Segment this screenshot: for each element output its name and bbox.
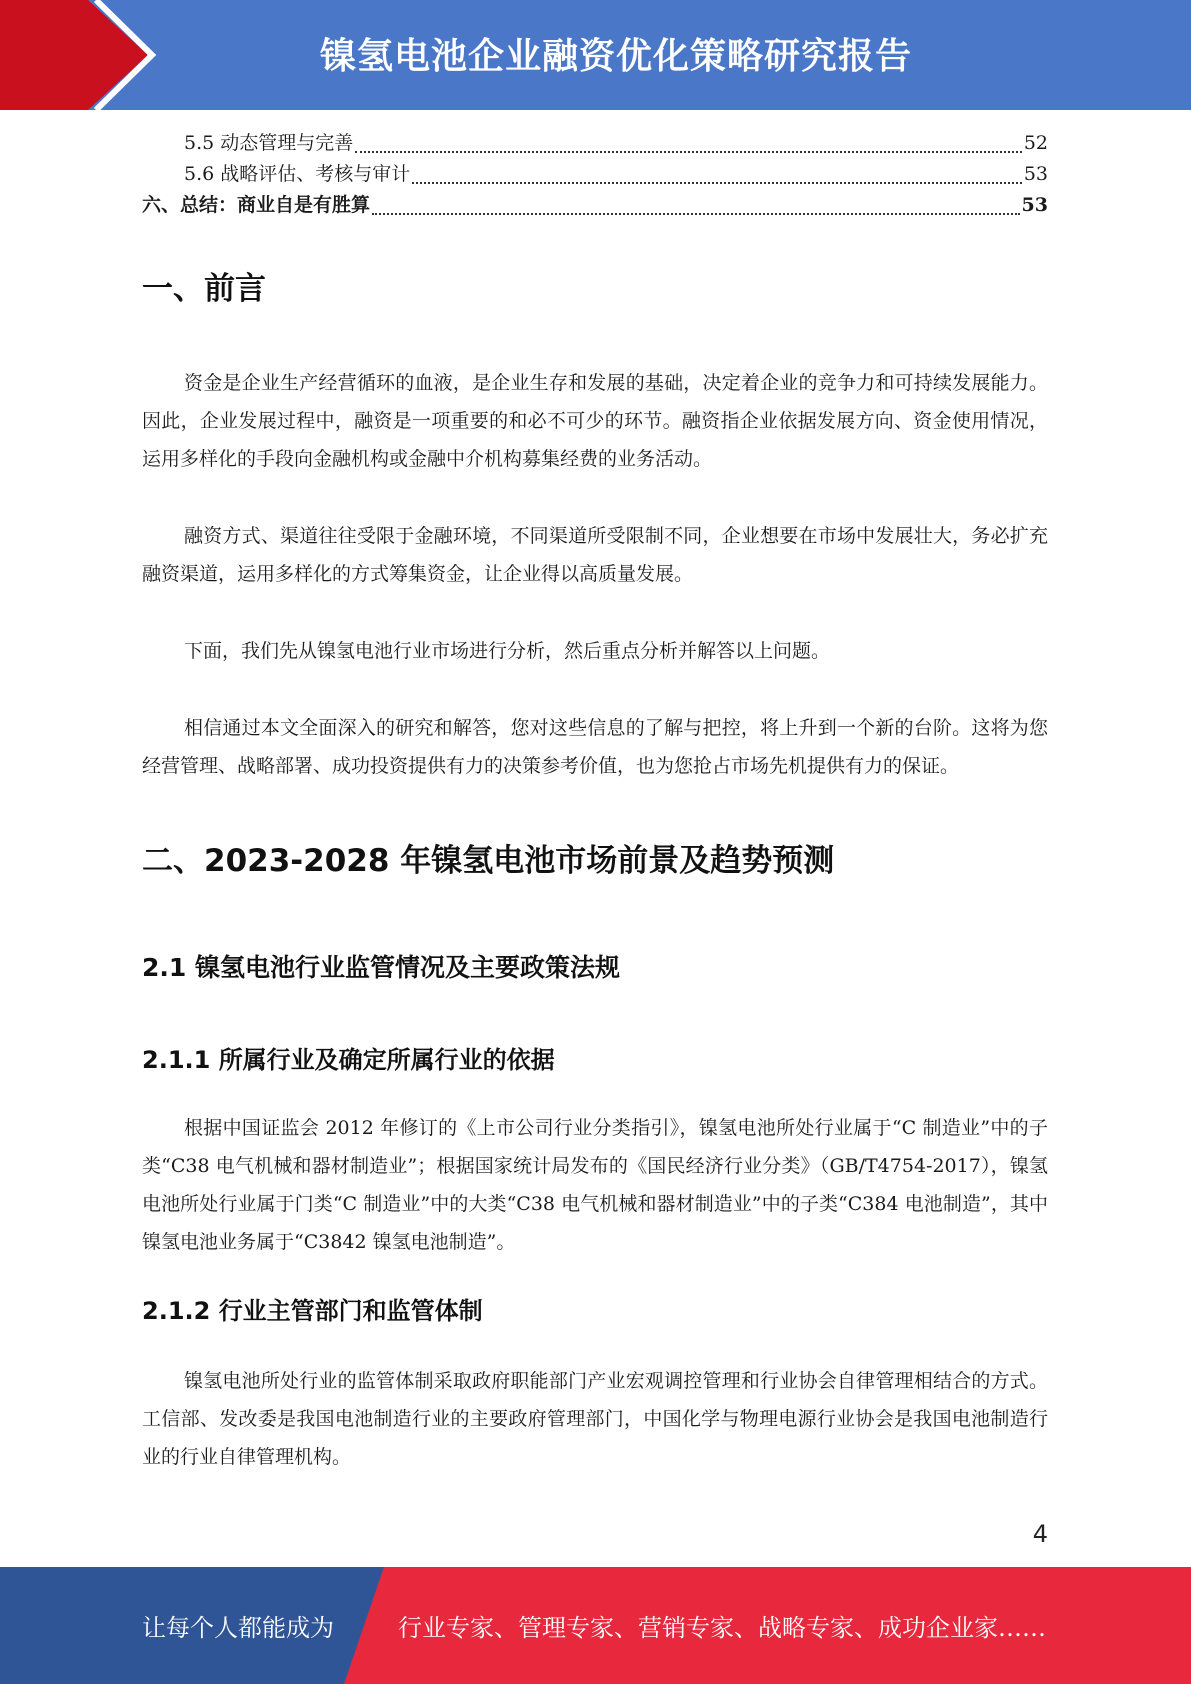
- page-number: 4: [1032, 1520, 1048, 1548]
- toc-entry-page: 53: [1023, 163, 1048, 185]
- footer-slogan-left: 让每个人都能成为: [142, 1614, 334, 1642]
- toc-leader-dots: [355, 151, 1022, 153]
- toc-entry-page: 53: [1021, 194, 1048, 216]
- section-heading-preface: 一、前言: [142, 271, 266, 307]
- paragraph: 相信通过本文全面深入的研究和解答，您对这些信息的了解与把控，将上升到一个新的台阶。这将为您经营管理、战略部署、成功投资提供有力的决策参考价值，也为您抢占市场先机提供有力的保证。: [142, 717, 1048, 777]
- subsubsection-heading: 2.1.2 行业主管部门和监管体制: [142, 1297, 483, 1325]
- document-body: [142, 128, 1048, 1476]
- page-footer: [0, 1567, 1191, 1684]
- paragraph: 下面，我们先从镍氢电池行业市场进行分析，然后重点分析并解答以上问题。: [184, 640, 831, 662]
- toc-entry[interactable]: [142, 128, 1048, 159]
- subsubsection-heading: 2.1.1 所属行业及确定所属行业的依据: [142, 1046, 555, 1074]
- toc-entry[interactable]: [142, 190, 1048, 221]
- toc-entry[interactable]: [142, 159, 1048, 190]
- table-of-contents: [142, 128, 1048, 221]
- subsection-heading: 2.1 镍氢电池行业监管情况及主要政策法规: [142, 953, 620, 982]
- toc-entry-label: 5.5 动态管理与完善: [184, 132, 354, 154]
- paragraph: 镍氢电池所处行业的监管体制采取政府职能部门产业宏观调控管理和行业协会自律管理相结合的方式。工信部、发改委是我国电池制造行业的主要政府管理部门，中国化学与物理电源行业协会是我国电池制造行业的行业自律管理机构。: [142, 1370, 1048, 1468]
- toc-leader-dots: [372, 213, 1020, 215]
- page-header: [0, 0, 1191, 110]
- report-title: 镍氢电池企业融资优化策略研究报告: [320, 36, 913, 77]
- section-heading-market: 二、2023-2028 年镍氢电池市场前景及趋势预测: [142, 843, 835, 879]
- paragraph: 根据中国证监会 2012 年修订的《上市公司行业分类指引》，镍氢电池所处行业属于“C 制造业”中的子类“C38 电气机械和器材制造业”；根据国家统计局发布的《国民经济行业分类》（GB/T4754-2017），镍氢电池所处行业属于门类“C 制造业”中的大类“C38 电气机械和器材制造业”中的子类“C384 电池制造”，其中镍氢电池业务属于“C3842 镍氢电池制造”。: [142, 1117, 1048, 1253]
- footer-slogan-right: 行业专家、管理专家、营销专家、战略专家、成功企业家……: [398, 1614, 1046, 1642]
- toc-entry-page: 52: [1023, 132, 1048, 154]
- paragraph: 融资方式、渠道往往受限于金融环境，不同渠道所受限制不同，企业想要在市场中发展壮大，务必扩充融资渠道，运用多样化的方式筹集资金，让企业得以高质量发展。: [142, 525, 1048, 585]
- toc-entry-label: 5.6 战略评估、考核与审计: [184, 163, 411, 185]
- paragraph: 资金是企业生产经营循环的血液，是企业生存和发展的基础，决定着企业的竞争力和可持续发展能力。因此，企业发展过程中，融资是一项重要的和必不可少的环节。融资指企业依据发展方向、资金使用情况，运用多样化的手段向金融机构或金融中介机构募集经费的业务活动。: [142, 372, 1048, 470]
- toc-leader-dots: [412, 182, 1022, 184]
- toc-entry-label: 六、总结：商业自是有胜算: [142, 194, 371, 216]
